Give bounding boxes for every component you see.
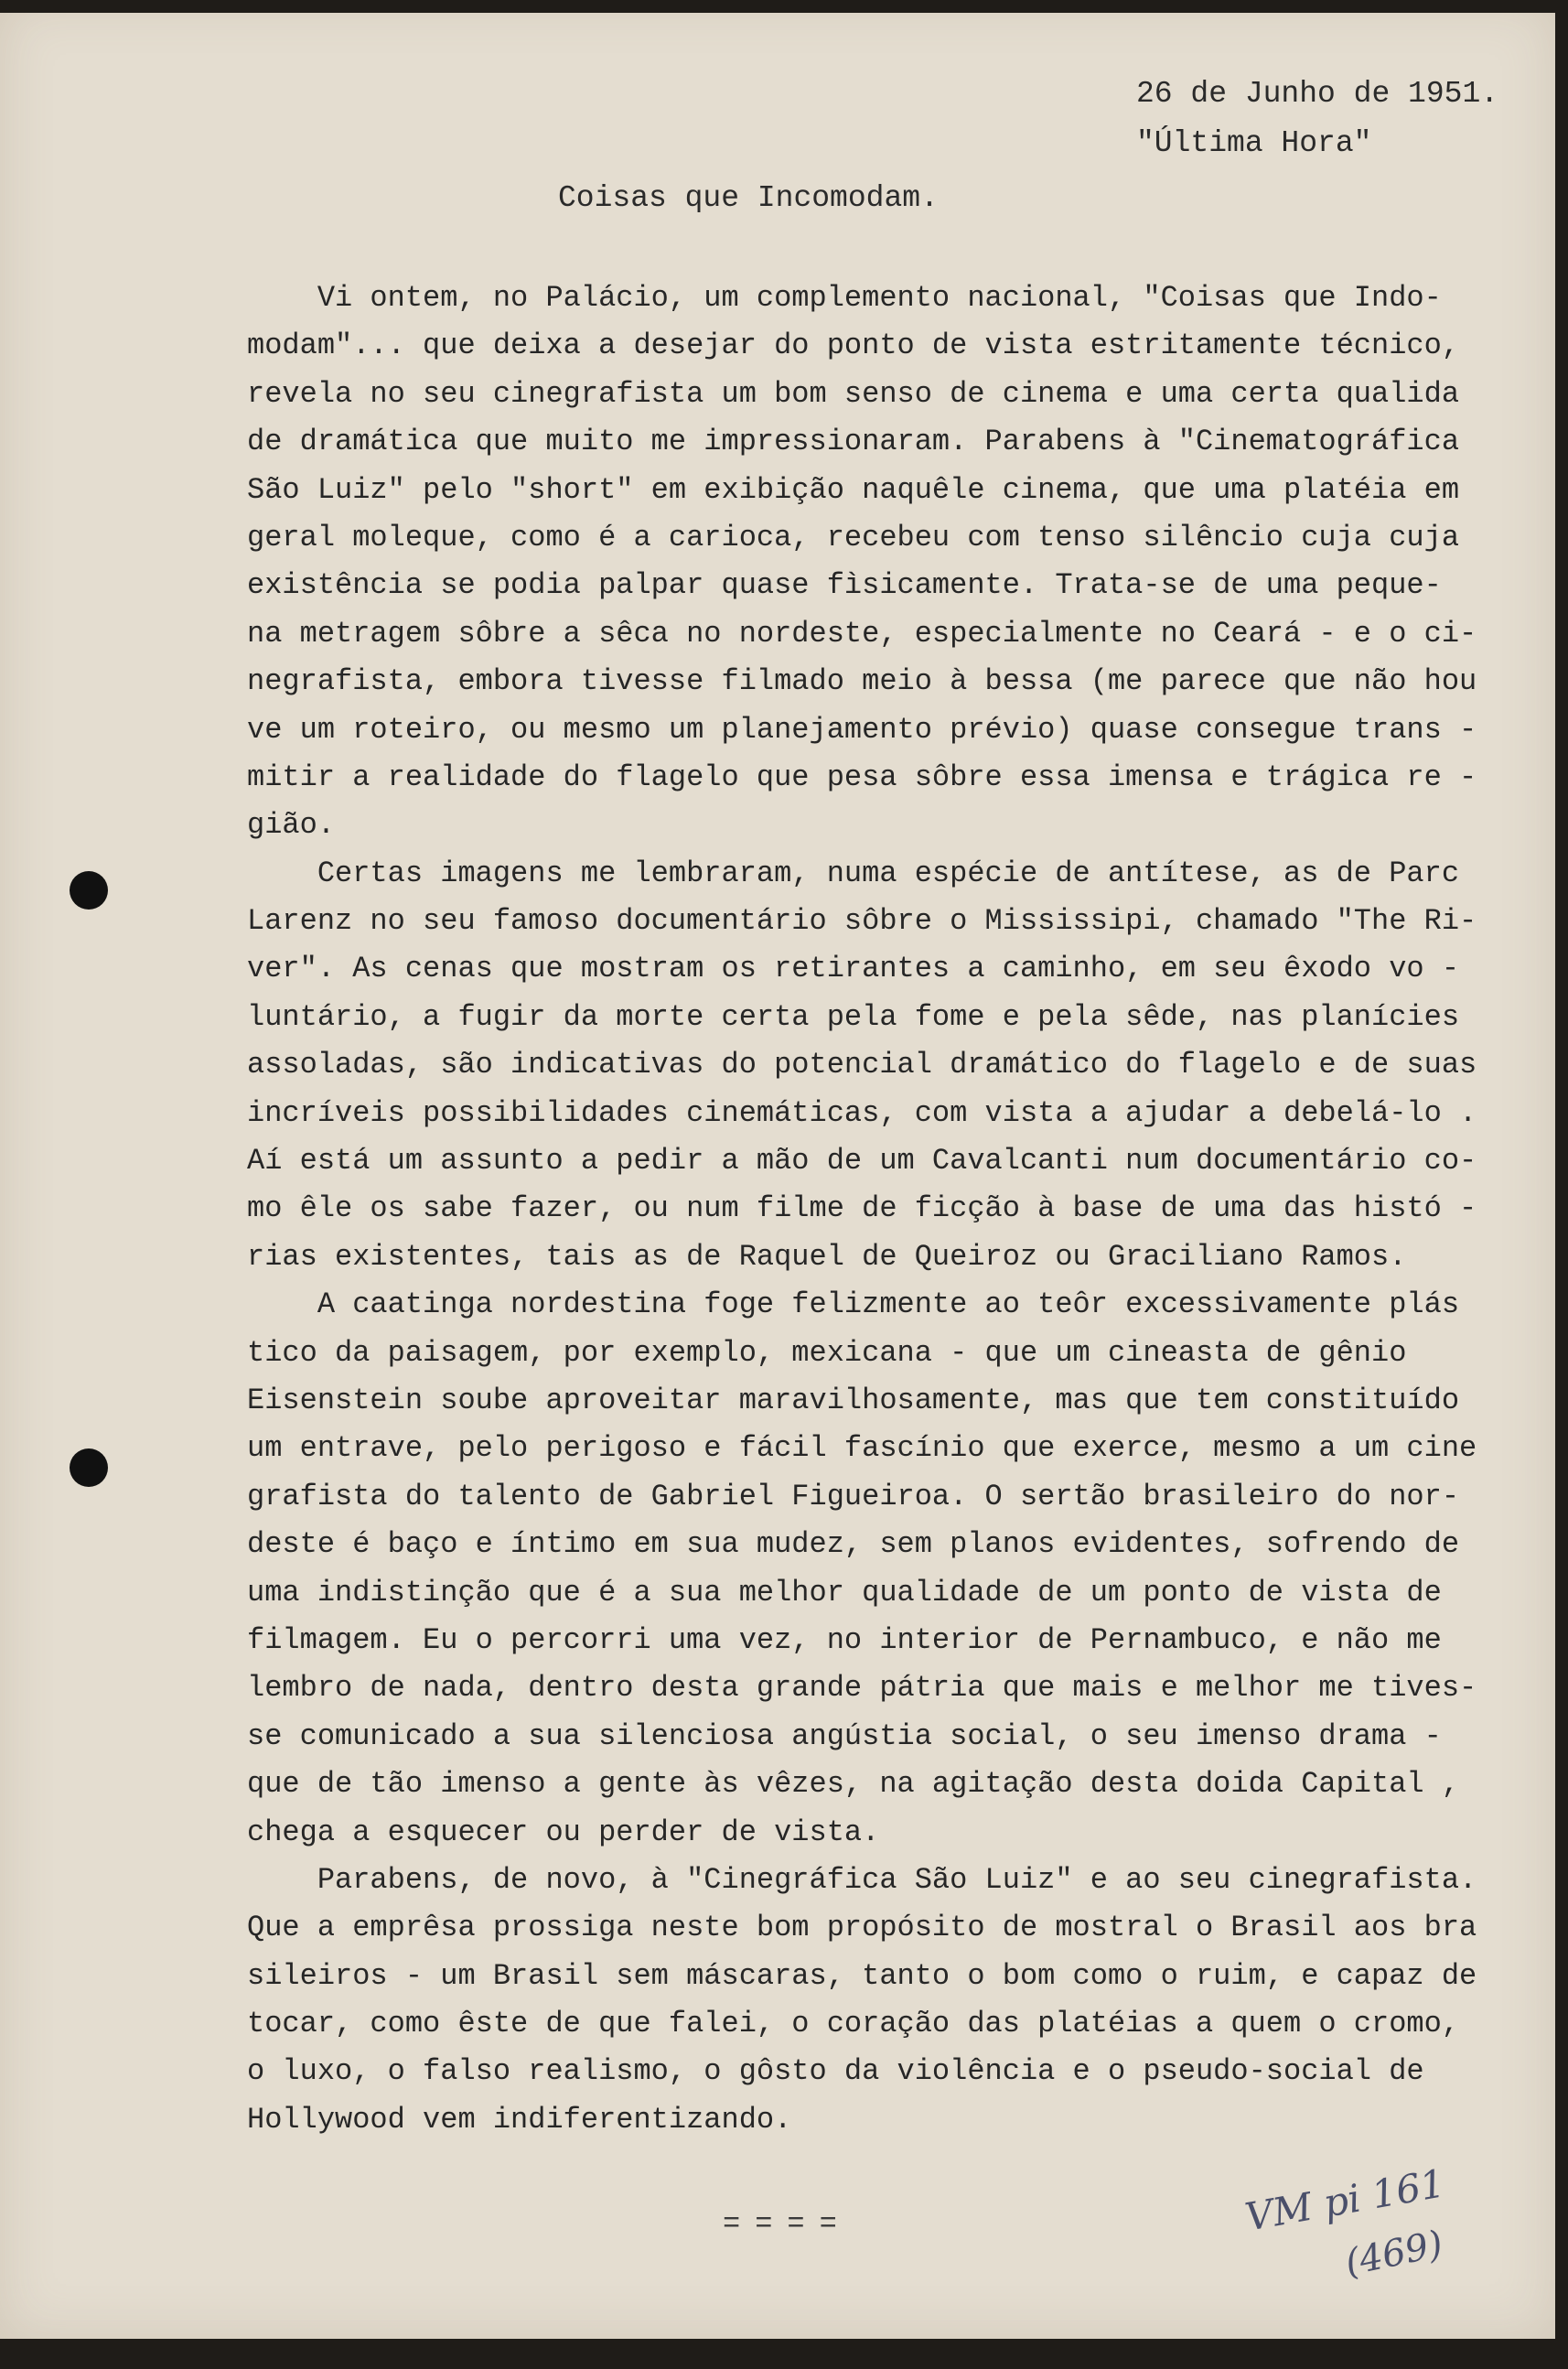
punch-hole-top xyxy=(70,871,108,910)
article-body xyxy=(247,275,1528,2144)
body-line: Que a emprêsa prossiga neste bom propósito de mostral o Brasil aos bra xyxy=(247,1911,1477,1945)
scan-edge xyxy=(0,0,1568,13)
body-line: São Luiz" pelo "short" em exibição naquêle cinema, que uma platéia em xyxy=(247,472,1460,507)
body-line: deste é baço e íntimo em sua mudez, sem planos evidentes, sofrendo de xyxy=(247,1527,1460,1562)
body-line: chega a esquecer ou perder de vista. xyxy=(247,1814,880,1849)
body-line: sileiros - um Brasil sem máscaras, tanto o bom como o ruim, e capaz de xyxy=(247,1958,1477,1993)
body-line: luntário, a fugir da morte certa pela fome e pela sêde, nas planícies xyxy=(247,999,1460,1034)
body-line: assoladas, são indicativas do potencial dramático do flagelo e de suas xyxy=(247,1048,1477,1082)
body-line: negrafista, embora tivesse filmado meio à bessa (me parece que não hou xyxy=(247,664,1477,699)
body-line: grafista do talento de Gabriel Figueiroa. O sertão brasileiro do nor- xyxy=(247,1479,1460,1513)
body-line: de dramática que muito me impressionaram. Parabens à "Cinematográfica xyxy=(247,425,1460,459)
body-line: Aí está um assunto a pedir a mão de um Cavalcanti num documentário co- xyxy=(247,1144,1477,1179)
body-line: tico da paisagem, por exemplo, mexicana - que um cineasta de gênio xyxy=(247,1335,1407,1370)
body-line: incríveis possibilidades cinemáticas, com vista a ajudar a debelá-lo . xyxy=(247,1095,1477,1130)
body-line: que de tão imenso a gente às vêzes, na agitação desta doida Capital , xyxy=(247,1767,1460,1802)
body-line: Parabens, de novo, à "Cinegráfica São Luiz" e ao seu cinegrafista. xyxy=(247,1862,1477,1897)
archive-note-code: VM pi 161 xyxy=(1241,2160,1449,2240)
body-line: gião. xyxy=(247,808,336,843)
body-line: ve um roteiro, ou mesmo um planejamento prévio) quase consegue trans - xyxy=(247,712,1477,747)
body-line: revela no seu cinegrafista um bom senso de cinema e uma certa qualida xyxy=(247,376,1460,411)
body-line: Vi ontem, no Palácio, um complemento nacional, "Coisas que Indo- xyxy=(247,281,1442,315)
body-line: existência se podia palpar quase fìsicamente. Trata-se de uma peque- xyxy=(247,568,1442,603)
body-line: modam"... que deixa a desejar do ponto de vista estritamente técnico, xyxy=(247,328,1460,363)
archive-note-number: (469) xyxy=(1341,2223,1447,2285)
body-line: Hollywood vem indiferentizando. xyxy=(247,2102,792,2137)
body-line: Larenz no seu famoso documentário sôbre o Mississipi, chamado "The Ri- xyxy=(247,904,1477,939)
body-line: uma indistinção que é a sua melhor qualidade de um ponto de vista de xyxy=(247,1575,1442,1610)
body-line: um entrave, pelo perigoso e fácil fascínio que exerce, mesmo a um cine xyxy=(247,1431,1477,1466)
body-line: Eisenstein soube aproveitar maravilhosamente, mas que tem constituído xyxy=(247,1383,1460,1417)
body-line: filmagem. Eu o percorri uma vez, no interior de Pernambuco, e não me xyxy=(247,1622,1442,1657)
body-line: ver". As cenas que mostram os retirantes a caminho, em seu êxodo vo - xyxy=(247,952,1460,986)
publication-name: "Última Hora" xyxy=(1136,126,1372,160)
body-line: geral moleque, como é a carioca, recebeu com tenso silêncio cuja cuja xyxy=(247,520,1460,555)
body-line: lembro de nada, dentro desta grande pátria que mais e melhor me tives- xyxy=(247,1671,1477,1706)
body-line: na metragem sôbre a sêca no nordeste, especialmente no Ceará - e o ci- xyxy=(247,616,1477,651)
body-line: o luxo, o falso realismo, o gôsto da violência e o pseudo-social de xyxy=(247,2054,1424,2089)
body-line: tocar, como êste de que falei, o coração das platéias a quem o cromo, xyxy=(247,2007,1460,2041)
body-line: mitir a realidade do flagelo que pesa sôbre essa imensa e trágica re - xyxy=(247,759,1477,794)
body-line: se comunicado a sua silenciosa angústia social, o seu imenso drama - xyxy=(247,1718,1442,1753)
body-line: A caatinga nordestina foge felizmente ao teôr excessivamente plás xyxy=(247,1287,1460,1322)
article-title: Coisas que Incomodam. xyxy=(558,181,939,215)
body-line: mo êle os sabe fazer, ou num filme de ficção à base de uma das histó - xyxy=(247,1191,1477,1226)
punch-hole-bottom xyxy=(70,1448,108,1487)
body-line: Certas imagens me lembraram, numa espécie de antítese, as de Parc xyxy=(247,856,1460,890)
document-date: 26 de Junho de 1951. xyxy=(1136,77,1499,111)
body-line: rias existentes, tais as de Raquel de Queiroz ou Graciliano Ramos. xyxy=(247,1239,1407,1274)
end-separator: ==== xyxy=(723,2207,852,2241)
